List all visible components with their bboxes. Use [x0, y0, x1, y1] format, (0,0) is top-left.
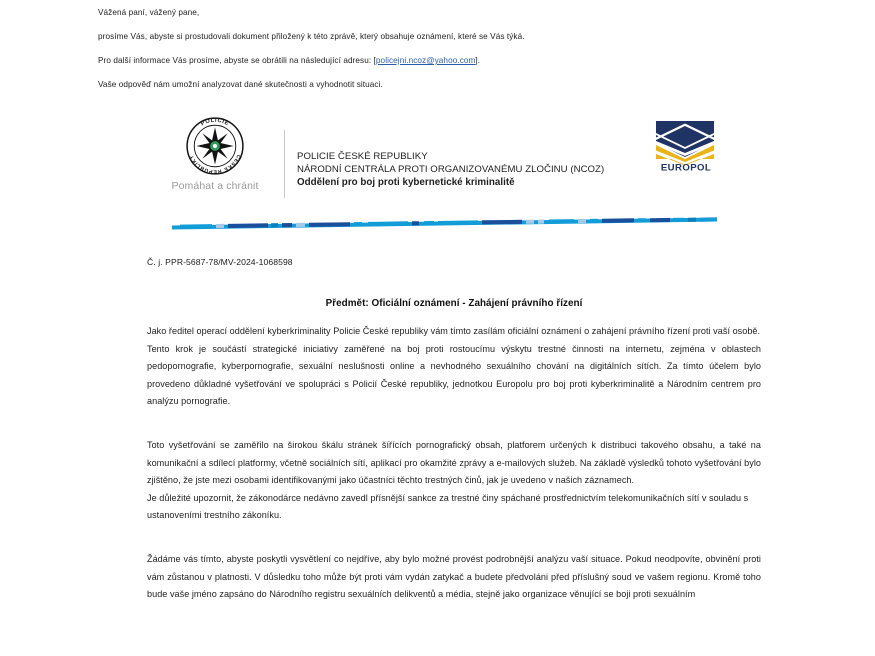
contact-prefix-text: Pro další informace Vás prosíme, abyste se obrátili na následující adresu: [	[98, 56, 376, 65]
email-contact-line	[98, 55, 798, 66]
europol-logo-icon	[652, 117, 720, 173]
document-body	[147, 256, 761, 604]
europol-logo	[652, 117, 720, 173]
police-crest-icon	[184, 115, 246, 177]
crest-motto: Pomáhat a chránit	[171, 180, 259, 192]
letterhead-divider	[284, 130, 285, 198]
police-crest-block	[150, 112, 280, 192]
org-title-line-1: POLICIE ČESKÉ REPUBLIKY	[297, 151, 428, 162]
svg-text:POLICIE: POLICIE	[200, 117, 230, 128]
decorative-blue-bar-graphic	[172, 214, 717, 230]
email-closing-line: Vaše odpověď nám umožní analyzovat dané skutečnosti a vyhodnotit situaci.	[98, 80, 383, 89]
document-paragraph-5: Žádáme vás tímto, abyste poskytli vysvětlení co nejdříve, aby bylo možné provést podrobnější analýzu vaší situace. Pokud neodpovíte, obvinění proti vám zůstanou v platnosti. V důsledku toho může být proti vám vydán zatykač a budete předvoláni před příslušný soud ve vašem regionu. Kromě toho bude vaše jméno zapsáno do Národního registru sexuálních delikventů a média, stejně jako organizace věnující se boji proti sexuálním	[147, 553, 761, 600]
europol-wordmark: EUROPOL	[660, 162, 712, 173]
contact-suffix-text: ].	[475, 56, 481, 65]
org-title-line-2: NÁRODNÍ CENTRÁLA PROTI ORGANIZOVANÉMU ZLOČINU (NCOZ)	[297, 164, 605, 175]
contact-email-link[interactable]: policejni.ncoz@yahoo.com	[375, 56, 476, 65]
document-paragraph-1: Jako ředitel operací oddělení kyberkriminality Policie České republiky vám tímto zasílám oficiální oznámení o zahájení právního řízení proti vaší osobě.	[147, 326, 761, 336]
svg-text:ČESKÉ REPUBLIKY: ČESKÉ REPUBLIKY	[188, 153, 242, 175]
reference-number: Č. j. PPR-5687-78/MV-2024-1068598	[147, 257, 293, 267]
document-paragraph-2: Tento krok je součástí strategické iniciativy zaměřené na boj proti rostoucímu výskytu trestné činnosti na internetu, zejména v oblastech pedopornografie, kyberpornografie, sexuální neslušnosti online a nevhodného sexuálního chování na digitálních sítích. Za tímto účelem bylo provedeno důkladné vyšetřování ve spolupráci s Policií České republiky, jednotkou Europolu pro boj proti kyberkriminalitě a Národním centrem pro analýzu pornografie.	[147, 343, 761, 407]
document-paragraph-3: Toto vyšetřování se zaměřilo na širokou škálu stránek šířících pornografický obsah, platforem určených k distribuci takového obsahu, a také na komunikační a sdílecí platformy, včetně sociálních sítí, aplikací pro okamžité zprávy a e-mailových služeb. Na základě výsledků tohoto vyšetřování bylo zjištěno, že jste mezi osobami identifikovanými jako účastníci těchto trestných činů, jak je uvedeno v našich záznamech.	[147, 439, 761, 486]
document-paragraph-4: Je důležité upozornit, že zákonodárce nedávno zavedl přísnější sankce za trestné činy spáchané prostřednictvím telekomunikačních sítí v souladu s ustanoveními trestního zákoníku.	[147, 492, 749, 521]
email-greeting: Vážená paní, vážený pane,	[98, 8, 200, 17]
document-subject: Předmět: Oficiální oznámení - Zahájení právního řízení	[325, 298, 583, 309]
email-intro-block	[98, 0, 798, 103]
email-instruction-line: prosíme Vás, abyste si prostudovali dokument přiložený k této zprávě, který obsahuje oznámení, které se Vás týká.	[98, 32, 525, 41]
org-department-line: Oddělení pro boj proti kybernetické kriminalitě	[297, 177, 515, 188]
decorative-blue-bar	[172, 214, 717, 230]
